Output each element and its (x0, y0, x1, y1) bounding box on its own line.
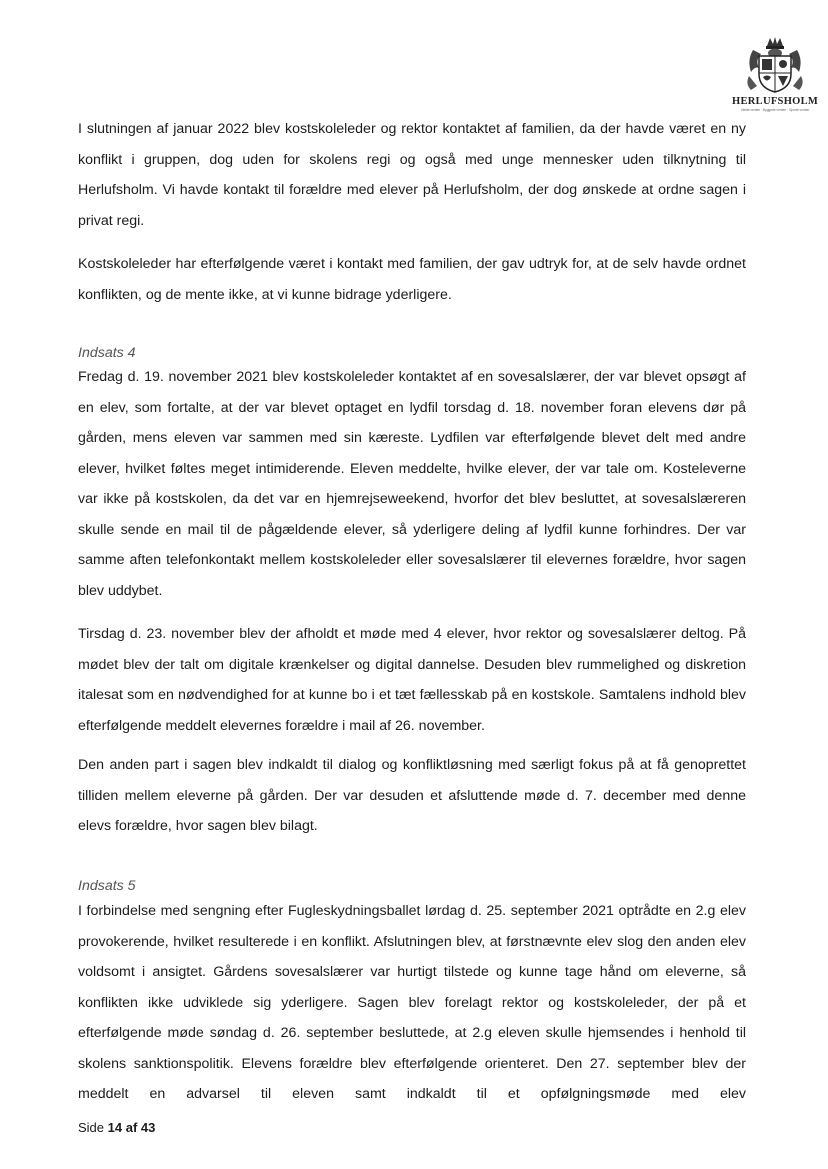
paragraph-text: I forbindelse med sengning efter Fugleskydningsballet lørdag d. 25. september 2021 optrådte en 2.g elev provokerende, hvilket resulterede i en konflikt. Afslutningen blev, at førstnævnte elev slog den anden elev voldsomt i ansigtet. Gårdens sovesalslærer var hurtigt tilstede og kunne tage hånd om eleverne, så konflikten ikke udviklede sig yderligere. Sagen blev forelagt rektor og kostskoleleder, der på et efterfølgende møde søndag d. 26. september besluttede, at 2.g eleven skulle hjemsendes i henhold til skolens sanktionspolitik. Elevens forældre blev efterfølgende orienteret. Den 27. september blev der meddelt en advarsel til eleven samt indkaldt til et opfølgningsmøde med elev (78, 903, 746, 1102)
paragraph-january-conflict (78, 114, 746, 236)
page-prefix: Side (78, 1120, 108, 1135)
paragraph-text: I slutningen af januar 2022 blev kostskoleleder og rektor kontaktet af familien, da der havde været en ny konflikt i gruppen, dog uden for skolens regi og også med unge mennesker uden tilknytning til Herlufsholm. Vi havde kontakt til forældre med elever på Herlufsholm, der dog ønskede at ordne sagen i privat regi. (78, 121, 746, 229)
paragraph-text: Fredag d. 19. november 2021 blev kostskoleleder kontaktet af en sovesalslærer, der var blevet opsøgt af en elev, som fortalte, at der var blevet optaget en lydfil torsdag d. 18. november foran elevens dør på gården, mens eleven var sammen med sin kæreste. Lydfilen var efterfølgende blevet delt med andre elever, hvilket føltes meget intimiderende. Eleven meddelte, hvilke elever, der var tale om. Kosteleverne var ikke på kostskolen, da det var en hjemrejseweekend, hvorfor det blev besluttet, at sovesalslæreren skulle sende en mail til de pågældende elever, så yderligere deling af lydfil kunne forhindres. Der var samme aften telefonkontakt mellem kostskoleleder eller sovesalslærer til elevernes forældre, hvor sagen blev uddybet. (78, 369, 746, 599)
page-number (78, 1120, 155, 1135)
paragraph-text: Den anden part i sagen blev indkaldt til dialog og konfliktløsning med særligt fokus på at få genoprettet tilliden mellem eleverne på gården. Der var desuden et afsluttende møde d. 7. december med denne elevs forældre, hvor sagen blev bilagt. (78, 757, 746, 834)
paragraph-indsats-5 (78, 896, 746, 1110)
herlufsholm-logo (732, 36, 818, 122)
logo-motto: Vidste verden · Byggede verden · Gjorde verden (740, 108, 810, 112)
paragraph-indsats-4-tuesday (78, 619, 746, 741)
page-of: af (122, 1120, 141, 1135)
paragraph-text: Tirsdag d. 23. november blev der afholdt et møde med 4 elever, hvor rektor og sovesalslærer deltog. På mødet blev der talt om digitale krænkelser og digital dannelse. Desuden blev rummelighed og diskretion italesat som en nødvendighed for at kunne bo i et tæt fællesskab på en kostskole. Samtalens indhold blev efterfølgende meddelt elevernes forældre i mail af 26. november. (78, 626, 746, 734)
section-heading-indsats-5: Indsats 5 (78, 878, 136, 894)
paragraph-indsats-4-friday (78, 362, 746, 606)
total-pages: 43 (140, 1120, 156, 1135)
section-heading-indsats-4: Indsats 4 (78, 345, 136, 361)
logo-wordmark: HERLUFSHOLM (732, 96, 819, 107)
paragraph-indsats-4-dialog (78, 750, 746, 842)
coat-of-arms-icon (745, 36, 805, 94)
current-page: 14 (107, 1120, 123, 1135)
paragraph-followup (78, 249, 746, 310)
paragraph-text: Kostskoleleder har efterfølgende været i kontakt med familien, der gav udtryk for, at de selv havde ordnet konflikten, og de mente ikke, at vi kunne bidrage yderligere. (78, 256, 746, 303)
